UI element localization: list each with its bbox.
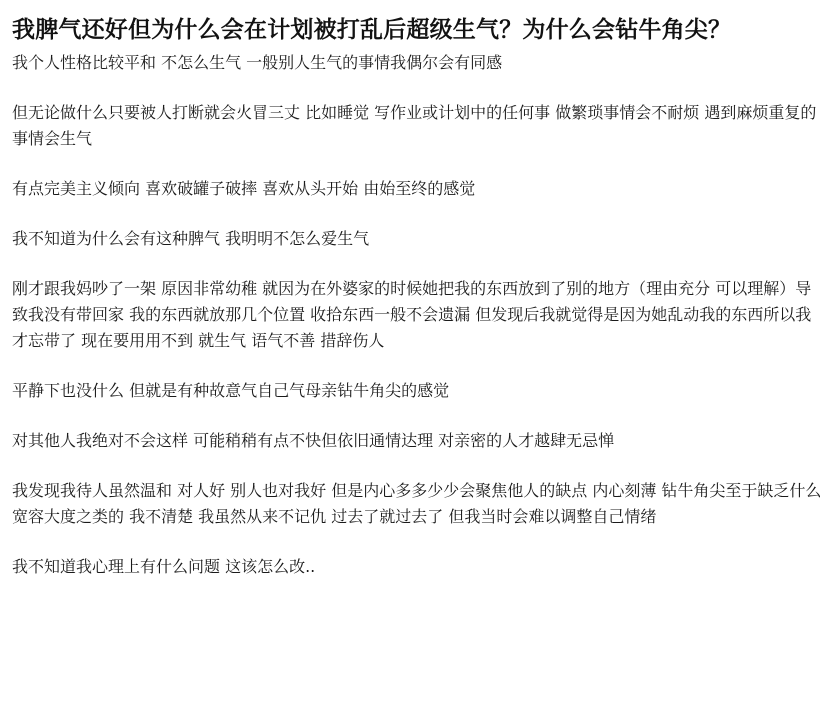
question-body [12,50,823,580]
body-paragraph-7: 对其他人我绝对不会这样 可能稍稍有点不快但依旧通情达理 对亲密的人才越肆无忌惮 [12,431,615,450]
body-paragraph-5: 刚才跟我妈吵了一架 原因非常幼稚 就因为在外婆家的时候她把我的东西放到了别的地方（理由充分 可以理解）导致我没有带回家 我的东西就放那几个位置 收拾东西一般不会遗漏 但发现后我就觉得是因为她乱动我的东西所以我才忘带了 现在要用用不到 就生气 语气不善 措辞伤人 [12,279,812,350]
body-paragraph-3: 有点完美主义倾向 喜欢破罐子破摔 喜欢从头开始 由始至终的感觉 [12,179,476,198]
body-paragraph-8: 我发现我待人虽然温和 对人好 别人也对我好 但是内心多多少少会聚焦他人的缺点 内心刻薄 钻牛角尖至于缺乏什么宽容大度之类的 我不清楚 我虽然从来不记仇 过去了就过去了 但我当时会难以调整自己情绪 [12,481,822,526]
body-paragraph-9: 我不知道我心理上有什么问题 这该怎么改.. [12,557,316,576]
question-title: 我脾气还好但为什么会在计划被打乱后超级生气？为什么会钻牛角尖？ [12,17,732,43]
body-paragraph-4: 我不知道为什么会有这种脾气 我明明不怎么爱生气 [12,229,370,248]
body-paragraph-1: 我个人性格比较平和 不怎么生气 一般别人生气的事情我偶尔会有同感 [12,53,503,72]
body-paragraph-2: 但无论做什么只要被人打断就会火冒三丈 比如睡觉 写作业或计划中的任何事 做繁琐事情会不耐烦 遇到麻烦重复的事情会生气 [12,103,817,148]
body-paragraph-6: 平静下也没什么 但就是有种故意气自己气母亲钻牛角尖的感觉 [12,381,450,400]
